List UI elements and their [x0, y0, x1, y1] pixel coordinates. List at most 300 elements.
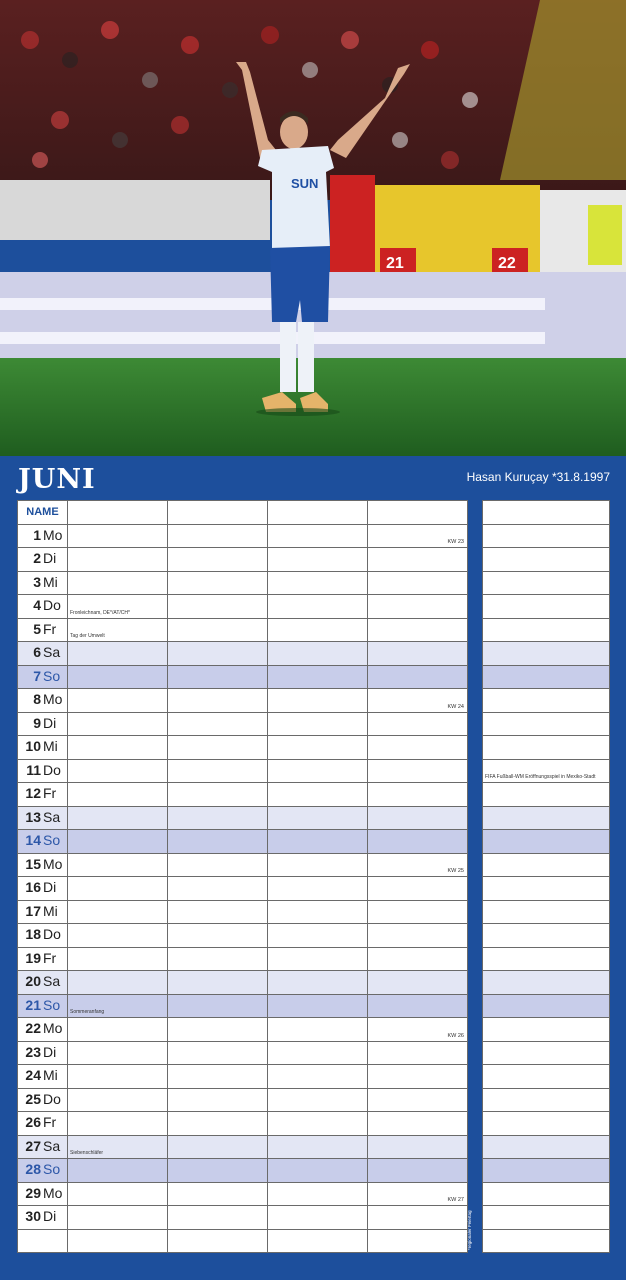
side-row — [483, 548, 610, 572]
player-photo — [0, 0, 626, 456]
side-row — [483, 1065, 610, 1089]
entry-cell[interactable] — [68, 689, 168, 713]
day-row — [18, 736, 468, 760]
entry-cell[interactable] — [68, 548, 168, 572]
shirt-text: SUN — [291, 176, 319, 191]
entry-cell[interactable] — [68, 524, 168, 548]
entry-cell[interactable] — [168, 900, 268, 924]
day-number: 28 — [25, 1161, 41, 1178]
entry-cell[interactable] — [68, 712, 168, 736]
day-row — [18, 595, 468, 619]
weekday: Mo — [43, 855, 63, 872]
entry-cell[interactable] — [168, 924, 268, 948]
holiday-note: Fronleichnam, DE*/AT/CH* — [70, 609, 130, 616]
side-row — [483, 712, 610, 736]
entry-cell[interactable] — [368, 524, 468, 548]
side-row — [483, 571, 610, 595]
day-number: 2 — [33, 550, 41, 567]
weekday: Do — [43, 597, 61, 614]
entry-cell[interactable] — [268, 1018, 368, 1042]
side-row — [483, 1159, 610, 1183]
day-row — [18, 1018, 468, 1042]
photo-caption: Hasan Kuruçay *31.8.1997 — [466, 470, 610, 484]
day-label — [18, 877, 68, 901]
header-photo — [0, 0, 626, 456]
side-row — [483, 877, 610, 901]
holiday-note: Siebenschläfer — [70, 1150, 104, 1156]
day-row — [18, 665, 468, 689]
side-cell[interactable] — [483, 924, 610, 948]
entry-cell[interactable] — [68, 900, 168, 924]
entry-cell[interactable] — [368, 806, 468, 830]
entry-cell[interactable] — [68, 1135, 168, 1159]
entry-cell[interactable] — [168, 665, 268, 689]
day-number: 29 — [25, 1184, 41, 1201]
side-row — [483, 642, 610, 666]
weekday: Mo — [43, 526, 63, 543]
side-row — [483, 759, 610, 783]
weekday: Mi — [43, 573, 58, 590]
entry-cell[interactable] — [68, 877, 168, 901]
entry-cell[interactable] — [268, 1206, 368, 1230]
side-cell[interactable] — [483, 877, 610, 901]
side-cell[interactable] — [483, 1065, 610, 1089]
day-label — [18, 1159, 68, 1183]
day-label — [18, 1088, 68, 1112]
entry-cell[interactable] — [368, 924, 468, 948]
entry-cell[interactable] — [268, 642, 368, 666]
side-cell[interactable] — [483, 1135, 610, 1159]
day-number: 22 — [25, 1020, 41, 1037]
entry-cell[interactable] — [68, 853, 168, 877]
entry-cell[interactable] — [368, 642, 468, 666]
entry-cell[interactable] — [168, 971, 268, 995]
day-row — [18, 877, 468, 901]
entry-cell[interactable] — [268, 1182, 368, 1206]
notes-column — [482, 500, 610, 1253]
day-row — [18, 1112, 468, 1136]
entry-cell[interactable] — [168, 947, 268, 971]
side-row — [483, 618, 610, 642]
entry-cell[interactable] — [368, 1041, 468, 1065]
entry-cell[interactable] — [368, 1135, 468, 1159]
day-row — [18, 900, 468, 924]
day-label — [18, 783, 68, 807]
side-cell[interactable] — [483, 759, 610, 783]
entry-cell[interactable] — [68, 1018, 168, 1042]
entry-cell[interactable] — [68, 971, 168, 995]
weekday: Sa — [43, 644, 61, 661]
day-number: 8 — [33, 691, 41, 708]
side-row — [483, 971, 610, 995]
entry-cell[interactable] — [368, 571, 468, 595]
entry-cell[interactable] — [268, 853, 368, 877]
day-label — [18, 665, 68, 689]
entry-cell[interactable] — [168, 806, 268, 830]
weekday: Mi — [43, 902, 58, 919]
side-cell[interactable] — [483, 1088, 610, 1112]
entry-cell[interactable] — [68, 665, 168, 689]
day-label — [18, 571, 68, 595]
name-cell[interactable] — [268, 501, 368, 525]
day-number: 21 — [25, 996, 41, 1013]
day-row — [18, 618, 468, 642]
day-row — [18, 571, 468, 595]
entry-cell[interactable] — [368, 595, 468, 619]
side-row — [483, 994, 610, 1018]
day-label — [18, 1182, 68, 1206]
entry-cell[interactable] — [68, 1182, 168, 1206]
entry-cell[interactable] — [368, 830, 468, 854]
side-cell[interactable] — [483, 1018, 610, 1042]
side-cell[interactable] — [483, 524, 610, 548]
entry-cell[interactable] — [268, 759, 368, 783]
side-cell[interactable] — [483, 548, 610, 572]
name-cell[interactable] — [168, 501, 268, 525]
week-number: KW 27 — [447, 1197, 464, 1203]
weekday: Fr — [43, 620, 57, 637]
event-note: FIFA Fußball-WM Eröffnungsspiel in Mexiko-Stadt — [485, 774, 596, 780]
entry-cell[interactable] — [368, 548, 468, 572]
entry-cell[interactable] — [368, 665, 468, 689]
entry-cell[interactable] — [168, 618, 268, 642]
name-cell[interactable] — [68, 501, 168, 525]
day-label — [18, 1018, 68, 1042]
weekday: Di — [43, 550, 57, 567]
entry-cell[interactable] — [168, 595, 268, 619]
entry-cell[interactable] — [168, 642, 268, 666]
entry-cell[interactable] — [268, 900, 368, 924]
weekday: Do — [43, 761, 61, 778]
weekday: So — [43, 996, 61, 1013]
side-cell[interactable] — [483, 994, 610, 1018]
entry-cell[interactable] — [368, 712, 468, 736]
entry-cell[interactable] — [168, 1112, 268, 1136]
day-label — [18, 524, 68, 548]
weekday: Di — [43, 714, 57, 731]
day-label — [18, 759, 68, 783]
red-flag — [330, 175, 375, 275]
entry-cell[interactable] — [168, 1041, 268, 1065]
day-number: 26 — [25, 1114, 41, 1131]
entry-cell[interactable] — [168, 571, 268, 595]
entry-cell[interactable] — [68, 1112, 168, 1136]
entry-cell[interactable] — [268, 830, 368, 854]
side-cell[interactable] — [483, 900, 610, 924]
side-row — [483, 665, 610, 689]
entry-cell[interactable] — [268, 806, 368, 830]
day-number: 25 — [25, 1090, 41, 1107]
day-number: 9 — [33, 714, 41, 731]
week-number: KW 24 — [447, 703, 464, 710]
entry-cell[interactable] — [68, 1229, 168, 1253]
weekday: Do — [43, 1090, 61, 1107]
entry-cell[interactable] — [68, 994, 168, 1018]
side-cell[interactable] — [483, 689, 610, 713]
day-number: 12 — [25, 785, 41, 802]
entry-cell[interactable] — [68, 1041, 168, 1065]
day-row — [18, 1065, 468, 1089]
name-column-header: NAME — [18, 501, 68, 525]
holiday-note: Tag der Umwelt — [70, 633, 105, 639]
day-number: 1 — [33, 526, 41, 543]
weekday: Sa — [43, 973, 61, 990]
entry-cell[interactable] — [268, 1229, 368, 1253]
entry-cell[interactable] — [168, 736, 268, 760]
day-label — [18, 994, 68, 1018]
day-label — [18, 947, 68, 971]
entry-cell[interactable] — [68, 618, 168, 642]
weekday: Do — [43, 926, 61, 943]
side-cell[interactable] — [483, 1229, 610, 1253]
entry-cell[interactable] — [268, 924, 368, 948]
weekday: Mi — [43, 1067, 58, 1084]
day-number: 6 — [33, 644, 41, 661]
entry-cell[interactable] — [168, 1182, 268, 1206]
board-number-21: 21 — [386, 255, 404, 272]
weekday: So — [43, 832, 61, 849]
entry-cell[interactable] — [368, 947, 468, 971]
entry-cell[interactable] — [68, 783, 168, 807]
day-number: 30 — [25, 1208, 41, 1225]
entry-cell[interactable] — [168, 1135, 268, 1159]
entry-cell[interactable] — [268, 877, 368, 901]
entry-cell[interactable] — [268, 1065, 368, 1089]
side-row — [483, 853, 610, 877]
side-cell[interactable] — [483, 595, 610, 619]
day-number: 27 — [25, 1137, 41, 1154]
entry-cell[interactable] — [268, 571, 368, 595]
entry-cell[interactable] — [368, 853, 468, 877]
entry-cell[interactable] — [168, 712, 268, 736]
entry-cell[interactable] — [68, 595, 168, 619]
day-number: 15 — [25, 855, 41, 872]
header-row — [18, 501, 468, 525]
entry-cell[interactable] — [368, 1112, 468, 1136]
entry-cell[interactable] — [268, 1135, 368, 1159]
side-cell[interactable] — [483, 783, 610, 807]
side-cell[interactable] — [483, 642, 610, 666]
entry-cell[interactable] — [168, 689, 268, 713]
day-number: 10 — [25, 738, 41, 755]
side-cell[interactable] — [483, 806, 610, 830]
entry-cell[interactable] — [168, 877, 268, 901]
side-cell[interactable] — [483, 1041, 610, 1065]
day-row — [18, 806, 468, 830]
weekday: Sa — [43, 1137, 61, 1154]
day-row — [18, 1041, 468, 1065]
entry-cell[interactable] — [168, 548, 268, 572]
side-row — [483, 924, 610, 948]
weekday: Mo — [43, 691, 63, 708]
day-number: 20 — [25, 973, 41, 990]
entry-cell[interactable] — [268, 1088, 368, 1112]
entry-cell[interactable] — [368, 783, 468, 807]
entry-cell[interactable] — [368, 1229, 468, 1253]
entry-cell[interactable] — [268, 618, 368, 642]
entry-cell[interactable] — [268, 1159, 368, 1183]
day-label — [18, 853, 68, 877]
entry-cell[interactable] — [68, 642, 168, 666]
entry-cell[interactable] — [68, 1206, 168, 1230]
entry-cell[interactable] — [168, 853, 268, 877]
entry-cell[interactable] — [268, 665, 368, 689]
entry-cell[interactable] — [68, 571, 168, 595]
entry-cell[interactable] — [168, 1206, 268, 1230]
day-row — [18, 689, 468, 713]
day-label — [18, 1229, 68, 1253]
entry-cell[interactable] — [68, 1159, 168, 1183]
entry-cell[interactable] — [68, 806, 168, 830]
side-row — [483, 830, 610, 854]
side-row — [483, 1182, 610, 1206]
entry-cell[interactable] — [168, 524, 268, 548]
side-header-row — [483, 501, 610, 525]
entry-cell[interactable] — [368, 994, 468, 1018]
side-row — [483, 1018, 610, 1042]
day-number: 14 — [25, 832, 41, 849]
day-number: 3 — [33, 573, 41, 590]
day-row — [18, 947, 468, 971]
entry-cell[interactable] — [368, 900, 468, 924]
entry-cell[interactable] — [268, 595, 368, 619]
entry-cell[interactable] — [268, 1112, 368, 1136]
side-cell[interactable] — [483, 712, 610, 736]
side-cell[interactable] — [483, 947, 610, 971]
entry-cell[interactable] — [268, 971, 368, 995]
day-label — [18, 642, 68, 666]
entry-cell[interactable] — [268, 1041, 368, 1065]
entry-cell[interactable] — [368, 1182, 468, 1206]
entry-cell[interactable] — [368, 1159, 468, 1183]
entry-cell[interactable] — [268, 994, 368, 1018]
week-number: KW 25 — [447, 868, 464, 874]
entry-cell[interactable] — [368, 618, 468, 642]
side-cell[interactable] — [483, 501, 610, 525]
day-number: 23 — [25, 1043, 41, 1060]
day-label — [18, 689, 68, 713]
day-number: 13 — [25, 808, 41, 825]
side-cell[interactable] — [483, 665, 610, 689]
side-cell[interactable] — [483, 1112, 610, 1136]
day-label — [18, 595, 68, 619]
day-row — [18, 712, 468, 736]
side-cell[interactable] — [483, 618, 610, 642]
entry-cell[interactable] — [168, 783, 268, 807]
side-row — [483, 595, 610, 619]
day-row — [18, 1182, 468, 1206]
side-cell[interactable] — [483, 736, 610, 760]
entry-cell[interactable] — [168, 1229, 268, 1253]
day-row — [18, 924, 468, 948]
entry-cell[interactable] — [368, 1088, 468, 1112]
entry-cell[interactable] — [368, 689, 468, 713]
entry-cell[interactable] — [68, 924, 168, 948]
weekday: Sa — [43, 808, 61, 825]
side-row — [483, 806, 610, 830]
day-label — [18, 830, 68, 854]
entry-cell[interactable] — [368, 971, 468, 995]
entry-cell[interactable] — [368, 759, 468, 783]
side-row — [483, 900, 610, 924]
side-cell[interactable] — [483, 571, 610, 595]
weekday: Fr — [43, 785, 57, 802]
entry-cell[interactable] — [368, 736, 468, 760]
entry-cell[interactable] — [268, 524, 368, 548]
day-number: 17 — [25, 902, 41, 919]
entry-cell[interactable] — [268, 736, 368, 760]
weekday: Fr — [43, 949, 57, 966]
day-label — [18, 618, 68, 642]
day-label — [18, 1065, 68, 1089]
day-number: 5 — [33, 620, 41, 637]
entry-cell[interactable] — [68, 759, 168, 783]
day-label — [18, 712, 68, 736]
entry-cell[interactable] — [168, 1088, 268, 1112]
weekday: Di — [43, 1208, 57, 1225]
side-cell[interactable] — [483, 1182, 610, 1206]
entry-cell[interactable] — [268, 548, 368, 572]
entry-cell[interactable] — [368, 877, 468, 901]
entry-cell[interactable] — [368, 1018, 468, 1042]
day-row — [18, 994, 468, 1018]
day-label — [18, 1206, 68, 1230]
entry-cell[interactable] — [68, 736, 168, 760]
calendar-grid — [17, 500, 468, 1253]
entry-cell[interactable] — [168, 759, 268, 783]
entry-cell[interactable] — [168, 1159, 268, 1183]
entry-cell[interactable] — [368, 1065, 468, 1089]
name-cell[interactable] — [368, 501, 468, 525]
entry-cell[interactable] — [268, 689, 368, 713]
weekday: Di — [43, 879, 57, 896]
entry-cell[interactable] — [268, 783, 368, 807]
entry-cell[interactable] — [168, 1018, 268, 1042]
entry-cell[interactable] — [68, 1088, 168, 1112]
entry-cell[interactable] — [68, 830, 168, 854]
day-label — [18, 1041, 68, 1065]
entry-cell[interactable] — [368, 1206, 468, 1230]
side-cell[interactable] — [483, 853, 610, 877]
side-row — [483, 1112, 610, 1136]
side-row — [483, 1041, 610, 1065]
side-row — [483, 947, 610, 971]
day-row — [18, 1135, 468, 1159]
entry-cell[interactable] — [268, 712, 368, 736]
entry-cell[interactable] — [268, 947, 368, 971]
day-row — [18, 1206, 468, 1230]
day-label — [18, 900, 68, 924]
entry-cell[interactable] — [68, 1065, 168, 1089]
day-label — [18, 548, 68, 572]
day-row — [18, 548, 468, 572]
side-row — [483, 1229, 610, 1253]
day-row — [18, 853, 468, 877]
side-cell[interactable] — [483, 971, 610, 995]
weekday: Fr — [43, 1114, 57, 1131]
week-number: KW 26 — [447, 1032, 464, 1039]
side-cell[interactable] — [483, 1206, 610, 1230]
day-row — [18, 524, 468, 548]
side-cell[interactable] — [483, 1159, 610, 1183]
entry-cell[interactable] — [168, 1065, 268, 1089]
day-row — [18, 971, 468, 995]
entry-cell[interactable] — [168, 830, 268, 854]
entry-cell[interactable] — [168, 994, 268, 1018]
side-cell[interactable] — [483, 830, 610, 854]
entry-cell[interactable] — [68, 947, 168, 971]
day-label — [18, 736, 68, 760]
